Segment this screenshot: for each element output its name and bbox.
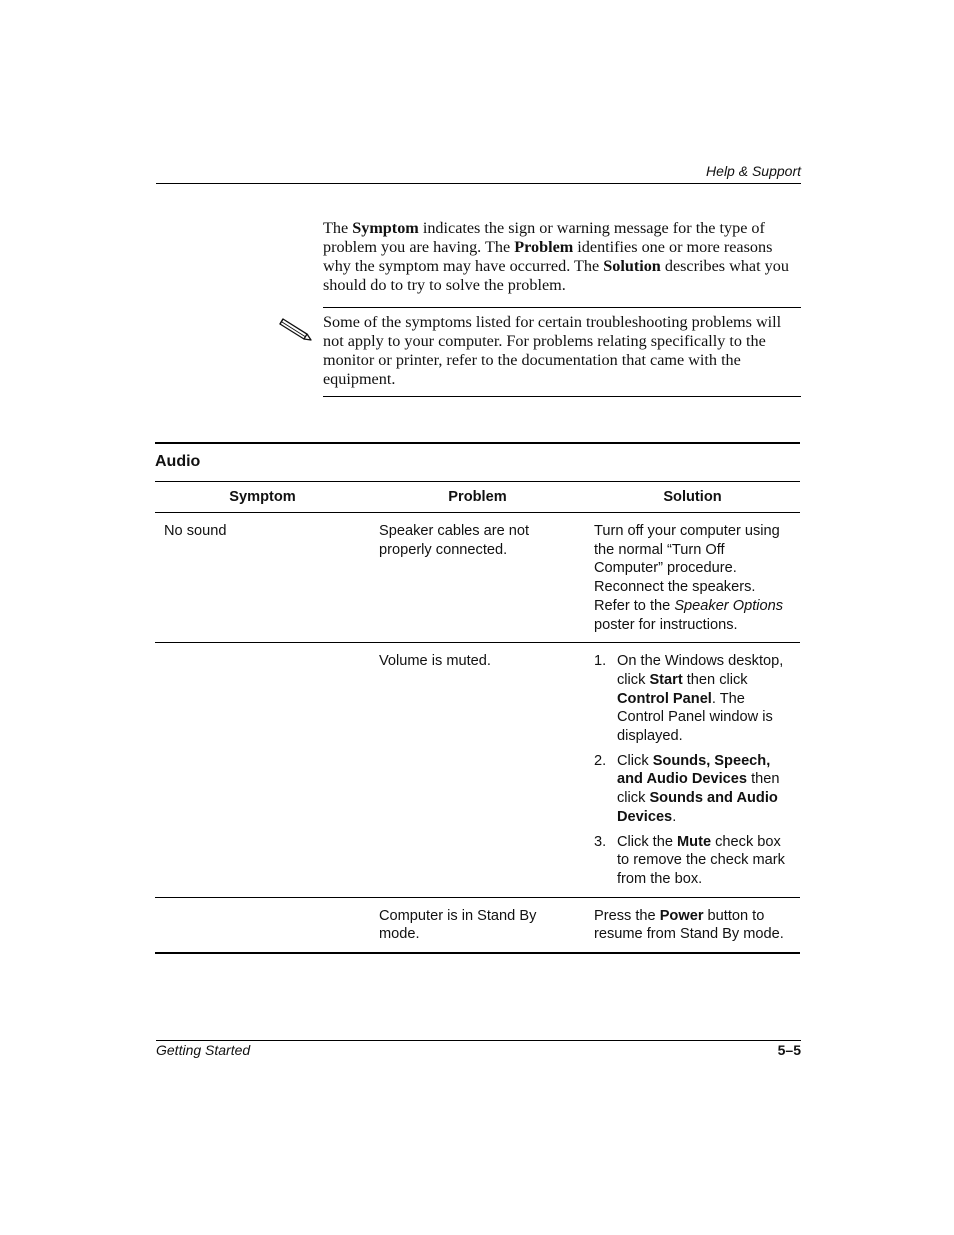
audio-troubleshooting-table xyxy=(155,442,800,954)
solution-cell: Turn off your computer using the normal “Turn Off Computer” procedure. Reconnect the speakers. Refer to the Speaker Options poster for instructions. xyxy=(585,513,800,643)
step-item: 3. Click the Mute check box to remove the check mark from the box. xyxy=(594,833,785,887)
problem-cell: Computer is in Stand By mode. xyxy=(370,897,585,953)
table-header-row xyxy=(155,482,800,513)
step-item: 1. On the Windows desktop, click Start then click Control Panel. The Control Panel window is displayed. xyxy=(594,653,784,745)
solution-term: Solution xyxy=(603,257,661,275)
page-number: 5–5 xyxy=(777,1042,801,1058)
solution-cell: Press the Power button to resume from Stand By mode. xyxy=(585,897,800,953)
footer-title: Getting Started xyxy=(156,1042,251,1058)
footer-rule xyxy=(156,1040,801,1041)
table-title: Audio xyxy=(155,453,201,470)
note-rule-top xyxy=(323,307,801,308)
header-rule xyxy=(156,183,801,184)
troubleshooting-table xyxy=(155,481,800,954)
symptom-term: Symptom xyxy=(352,219,419,237)
header-solution: Solution xyxy=(585,482,800,513)
problem-cell: Speaker cables are not properly connected. xyxy=(370,513,585,643)
note-rule-bottom xyxy=(323,396,801,397)
symptom-cell xyxy=(155,643,370,897)
intro-paragraph: The Symptom indicates the sign or warning message for the type of problem you are having. The Problem identifies one or more reasons why the symptom may have occurred. The Solution describes what you should do to try to solve the problem. xyxy=(323,219,789,294)
poster-title: Speaker Options xyxy=(674,597,784,614)
table-row xyxy=(155,513,800,643)
header-symptom: Symptom xyxy=(155,482,370,513)
solution-steps xyxy=(594,652,794,888)
running-head: Help & Support xyxy=(706,163,801,179)
solution-cell xyxy=(585,643,800,897)
problem-cell: Volume is muted. xyxy=(370,643,585,897)
table-row xyxy=(155,897,800,953)
note-text: Some of the symptoms listed for certain troubleshooting problems will not apply to your computer. For problems relating specifically to the monitor or printer, refer to the documentation that came with the equipment. xyxy=(323,313,782,388)
table-row xyxy=(155,643,800,897)
header-problem: Problem xyxy=(370,482,585,513)
pencil-note-icon xyxy=(278,312,316,342)
symptom-cell: No sound xyxy=(155,513,370,643)
step-item: 2. Click Sounds, Speech, and Audio Devices then click Sounds and Audio Devices. xyxy=(594,752,780,825)
problem-term: Problem xyxy=(514,238,574,256)
symptom-cell xyxy=(155,897,370,953)
